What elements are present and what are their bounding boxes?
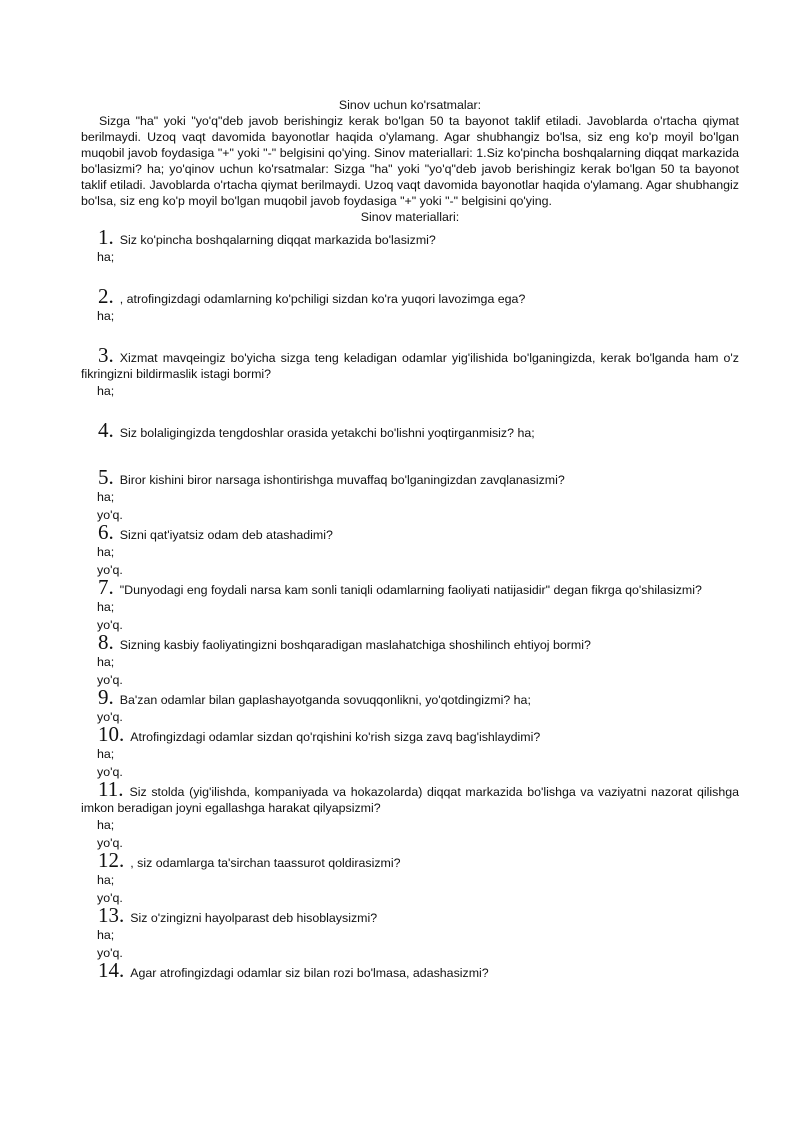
question-9: [81, 685, 739, 726]
question-number: 2.: [98, 284, 114, 308]
question-10: [81, 722, 739, 781]
answer-option: ha;: [97, 747, 115, 761]
answer-option: ha;: [97, 309, 115, 323]
answer-option: ha;: [97, 490, 115, 504]
answer-option: yo'q.: [97, 563, 123, 577]
answer-option: ha;: [97, 545, 115, 559]
question-text: , siz odamlarga ta'sirchan taassurot qoldirasizmi?: [130, 856, 401, 870]
question-11: [81, 777, 739, 852]
instructions-paragraph: Sizga "ha" yoki "yo'q"deb javob berishingiz kerak bo'lgan 50 ta bayonot taklif etiladi. Javoblarda o'rtacha qiymat berilmaydi. Uzoq vaqt davomida bayonotlar haqida o'ylamang. Agar shubhangiz bo'lsa, siz eng ko'p moyil bo'lgan muqobil javob foydasiga "+" yoki "-" belgisini qo'ying. Sinov materiallari: 1.Siz ko'pincha boshqalarning diqqat markazida bo'lasizmi? ha; yo'qinov uchun ko'rsatmalar: Sizga "ha" yoki "yo'q"deb javob berishingiz kerak bo'lgan 50 ta bayonot taklif etiladi. Javoblarda o'rtacha qiymat berilmaydi. Uzoq vaqt davomida bayonotlar haqida o'ylamang. Agar shubhangiz bo'lsa, siz eng ko'p moyil bo'lgan muqobil javob foydasiga "+" yoki "-" belgisini qo'ying.: [81, 114, 739, 208]
question-1: [81, 225, 739, 266]
question-text: Ba'zan odamlar bilan gaplashayotganda sovuqqonlikni, yo'qotdingizmi? ha;: [119, 693, 531, 707]
question-text: Siz bolaligingizda tengdoshlar orasida yetakchi bo'lishni yoqtirganmisiz? ha;: [119, 426, 535, 440]
question-text: Sizni qat'iyatsiz odam deb atashadimi?: [119, 528, 333, 542]
question-text: Sizning kasbiy faoliyatingizni boshqaradigan maslahatchiga shoshilinch ehtiyoj bormi?: [119, 638, 591, 652]
answer-option: yo'q.: [97, 836, 123, 850]
answer-option: ha;: [97, 600, 115, 614]
answer-option: ha;: [97, 873, 115, 887]
question-text: Siz stolda (yig'ilishda, kompaniyada va hokazolarda) diqqat markazida bo'lishga va vaziyatni nazorat qilishga imkon beradigan joyni egallashga harakat qilyapsizmi?: [81, 785, 739, 815]
question-text: Siz ko'pincha boshqalarning diqqat markazida bo'lasizmi?: [119, 233, 436, 247]
question-number: 10.: [98, 722, 125, 746]
answer-option: yo'q.: [97, 710, 123, 724]
question-number: 8.: [98, 630, 114, 654]
question-text: Atrofingizdagi odamlar sizdan qo'rqishini ko'rish sizga zavq bag'ishlaydimi?: [130, 730, 541, 744]
question-number: 6.: [98, 520, 114, 544]
question-number: 3.: [98, 343, 114, 367]
answer-option: ha;: [97, 250, 115, 264]
question-text: Xizmat mavqeingiz bo'yicha sizga teng keladigan odamlar yig'ilishida bo'lganingizda, kerak bo'lganda ham o'z fikringizni bildirmaslik istagi bormi?: [81, 351, 739, 381]
question-number: 4.: [98, 418, 114, 442]
answer-option: yo'q.: [97, 946, 123, 960]
answer-option: ha;: [97, 818, 115, 832]
document-page: [81, 97, 739, 981]
question-7: [81, 575, 739, 634]
question-number: 11.: [98, 777, 124, 801]
question-number: 5.: [98, 465, 114, 489]
question-2: [81, 284, 739, 325]
answer-option: yo'q.: [97, 891, 123, 905]
question-text: , atrofingizdagi odamlarning ko'pchiligi sizdan ko'ra yuqori lavozimga ega?: [119, 292, 526, 306]
question-number: 13.: [98, 903, 125, 927]
answer-option: ha;: [97, 928, 115, 942]
question-6: [81, 520, 739, 579]
answer-option: yo'q.: [97, 508, 123, 522]
question-12: [81, 848, 739, 907]
question-13: [81, 903, 739, 962]
question-text: "Dunyodagi eng foydali narsa kam sonli taniqli odamlarning faoliyati natijasidir" degan fikrga qo'shilasizmi?: [119, 583, 702, 597]
question-number: 12.: [98, 848, 125, 872]
question-text: Siz o'zingizni hayolparast deb hisoblaysizmi?: [130, 911, 378, 925]
answer-option: ha;: [97, 655, 115, 669]
materials-heading: Sinov materiallari:: [360, 210, 460, 224]
question-8: [81, 630, 739, 689]
question-text: Biror kishini biror narsaga ishontirishga muvaffaq bo'lganingizdan zavqlanasizmi?: [119, 473, 565, 487]
answer-option: yo'q.: [97, 673, 123, 687]
document-title: Sinov uchun ko'rsatmalar:: [338, 98, 482, 112]
question-5: [81, 465, 739, 524]
answer-option: yo'q.: [97, 618, 123, 632]
question-number: 1.: [98, 225, 114, 249]
answer-option: ha;: [97, 384, 115, 398]
question-number: 7.: [98, 575, 114, 599]
question-number: 9.: [98, 685, 114, 709]
question-number: 14.: [98, 958, 125, 982]
question-text: Agar atrofingizdagi odamlar siz bilan rozi bo'lmasa, adashasizmi?: [130, 966, 489, 980]
question-3: [81, 343, 739, 400]
answer-option: yo'q.: [97, 765, 123, 779]
question-14: [81, 958, 739, 982]
question-4: [81, 418, 739, 442]
